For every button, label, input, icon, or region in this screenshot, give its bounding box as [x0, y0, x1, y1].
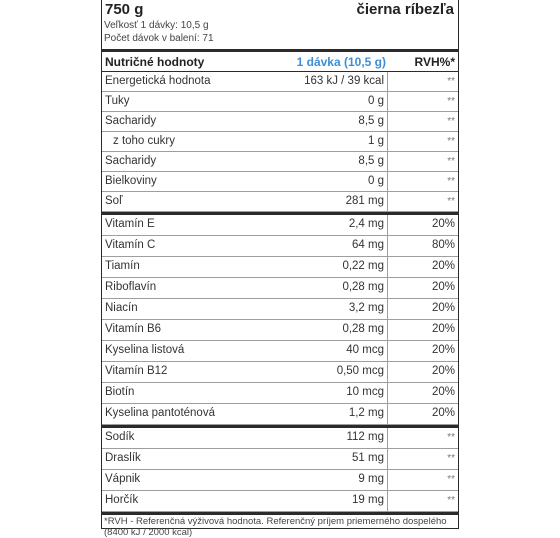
- serving-size: Veľkosť 1 dávky: 10,5 g: [104, 20, 209, 31]
- nutrient-rvh: **: [447, 176, 455, 187]
- nutrient-amount: 0 g: [368, 95, 384, 107]
- nutrient-amount: 0,50 mcg: [336, 365, 384, 377]
- minerals-section: [102, 428, 458, 512]
- nutrient-rvh: **: [447, 495, 455, 506]
- vitamins-section: [102, 215, 458, 425]
- nutrient-rvh: **: [447, 432, 455, 443]
- nutrient-rvh: **: [447, 96, 455, 107]
- nutrient-name: Vitamín E: [105, 218, 155, 230]
- package-weight: 750 g: [105, 1, 144, 18]
- nutrient-amount: 3,2 mg: [348, 302, 384, 314]
- nutrient-name: Kyselina pantoténová: [105, 407, 215, 419]
- nutrient-name: Vitamín B6: [105, 323, 162, 335]
- column-separator: [387, 172, 388, 191]
- table-row: [102, 383, 458, 404]
- nutrition-facts-panel: [101, 0, 459, 538]
- table-row: [102, 215, 458, 236]
- nutrient-amount: 0,22 mg: [342, 260, 384, 272]
- nutrient-rvh: 20%: [431, 407, 455, 419]
- nutrient-name: Bielkoviny: [105, 175, 157, 187]
- column-separator: [387, 152, 388, 171]
- column-separator: [387, 72, 388, 91]
- column-separator: [387, 449, 388, 469]
- nutrient-name: Horčík: [105, 494, 139, 506]
- column-rvh: RVH%*: [414, 55, 455, 69]
- table-row: [102, 236, 458, 257]
- nutrient-name: Sacharidy: [105, 115, 157, 127]
- table-row: [102, 491, 458, 512]
- footnote: [102, 515, 458, 538]
- column-separator: [387, 112, 388, 131]
- column-separator: [387, 470, 388, 490]
- nutrient-rvh: **: [447, 116, 455, 127]
- nutrient-rvh: **: [447, 156, 455, 167]
- nutrient-rvh: **: [447, 196, 455, 207]
- nutrient-name: Energetická hodnota: [105, 75, 211, 87]
- column-dose: 1 dávka (10,5 g): [296, 55, 386, 69]
- nutrient-amount: 0,28 mg: [342, 281, 384, 293]
- nutrient-amount: 0,28 mg: [342, 323, 384, 335]
- nutrient-rvh: **: [447, 136, 455, 147]
- nutrient-name: Vitamín B12: [105, 365, 168, 377]
- column-separator: [387, 192, 388, 211]
- column-separator: [387, 491, 388, 511]
- table-row: [102, 132, 458, 152]
- column-separator: [387, 257, 388, 277]
- nutrient-name: Tiamín: [105, 260, 140, 272]
- column-separator: [387, 341, 388, 361]
- nutrient-amount: 9 mg: [358, 473, 384, 485]
- nutrient-amount: 8,5 g: [358, 115, 384, 127]
- table-row: [102, 172, 458, 192]
- nutrient-name: Vitamín C: [105, 239, 156, 251]
- nutrient-name: Vápnik: [105, 473, 141, 485]
- column-separator: [387, 299, 388, 319]
- nutrient-amount: 112 mg: [346, 431, 384, 443]
- nutrient-name: Draslík: [105, 452, 141, 464]
- table-row: [102, 278, 458, 299]
- nutrient-amount: 0 g: [368, 175, 384, 187]
- nutrient-name: Soľ: [105, 195, 123, 207]
- table-row: [102, 299, 458, 320]
- nutrient-rvh: 20%: [431, 281, 455, 293]
- column-separator: [387, 278, 388, 298]
- column-separator: [387, 132, 388, 151]
- nutrient-name: Niacín: [105, 302, 138, 314]
- nutrient-amount: 51 mg: [352, 452, 384, 464]
- nutrient-amount: 19 mg: [352, 494, 384, 506]
- column-separator: [387, 428, 388, 448]
- nutrient-rvh: **: [447, 474, 455, 485]
- nutrient-amount: 163 kJ / 39 kcal: [304, 75, 384, 87]
- table-header: [102, 52, 458, 72]
- footnote-line: *RVH - Referenčná výživová hodnota. Referenčný príjem priemerného dospelého: [104, 516, 447, 527]
- nutrient-rvh: 20%: [431, 218, 455, 230]
- nutrient-amount: 281 mg: [345, 195, 384, 207]
- table-row: [102, 341, 458, 362]
- nutrient-name: Kyselina listová: [105, 344, 185, 356]
- nutrient-rvh: 20%: [431, 323, 455, 335]
- nutrient-amount: 2,4 mg: [348, 218, 384, 230]
- nutrient-name: Biotín: [105, 386, 135, 398]
- table-row: [102, 470, 458, 491]
- nutrient-name: Sacharidy: [105, 155, 157, 167]
- table-row: [102, 72, 458, 92]
- table-row: [102, 257, 458, 278]
- nutrient-amount: 1 g: [368, 135, 384, 147]
- table-row: [102, 404, 458, 425]
- nutrient-rvh: 20%: [431, 260, 455, 272]
- column-separator: [387, 92, 388, 111]
- nutrient-name: Tuky: [105, 95, 130, 107]
- table-row: [102, 192, 458, 212]
- nutrient-amount: 8,5 g: [358, 155, 384, 167]
- column-separator: [387, 236, 388, 256]
- nutrient-rvh: **: [447, 76, 455, 87]
- flavor-name: čierna ríbezľa: [356, 1, 454, 18]
- nutrient-rvh: 20%: [431, 302, 455, 314]
- table-row: [102, 92, 458, 112]
- column-separator: [387, 215, 388, 235]
- footnote-line: (8400 kJ / 2000 kcal): [104, 527, 193, 538]
- table-row: [102, 112, 458, 132]
- table-row: [102, 449, 458, 470]
- table-row: [102, 152, 458, 172]
- table-row: [102, 428, 458, 449]
- column-separator: [387, 362, 388, 382]
- column-separator: [387, 383, 388, 403]
- table-row: [102, 320, 458, 341]
- nutrient-amount: 1,2 mg: [348, 407, 384, 419]
- nutrient-amount: 10 mcg: [346, 386, 384, 398]
- macronutrients-section: [102, 72, 458, 212]
- nutrient-amount: 40 mcg: [346, 344, 384, 356]
- serving-info: [102, 19, 458, 49]
- nutrient-rvh: 20%: [431, 344, 455, 356]
- column-separator: [387, 404, 388, 424]
- nutrient-rvh: 20%: [431, 386, 455, 398]
- nutrient-rvh: 20%: [431, 365, 455, 377]
- nutrient-amount: 64 mg: [352, 239, 384, 251]
- table-row: [102, 362, 458, 383]
- nutrient-rvh: **: [447, 453, 455, 464]
- product-header: [102, 0, 458, 19]
- nutrient-name: Riboflavín: [105, 281, 157, 293]
- column-separator: [387, 320, 388, 340]
- nutrient-name: Sodík: [105, 431, 135, 443]
- column-nutrients: Nutričné hodnoty: [105, 55, 205, 69]
- nutrient-rvh: 80%: [431, 239, 455, 251]
- servings-per-pack: Počet dávok v balení: 71: [104, 33, 214, 44]
- nutrient-name: z toho cukry: [113, 135, 175, 147]
